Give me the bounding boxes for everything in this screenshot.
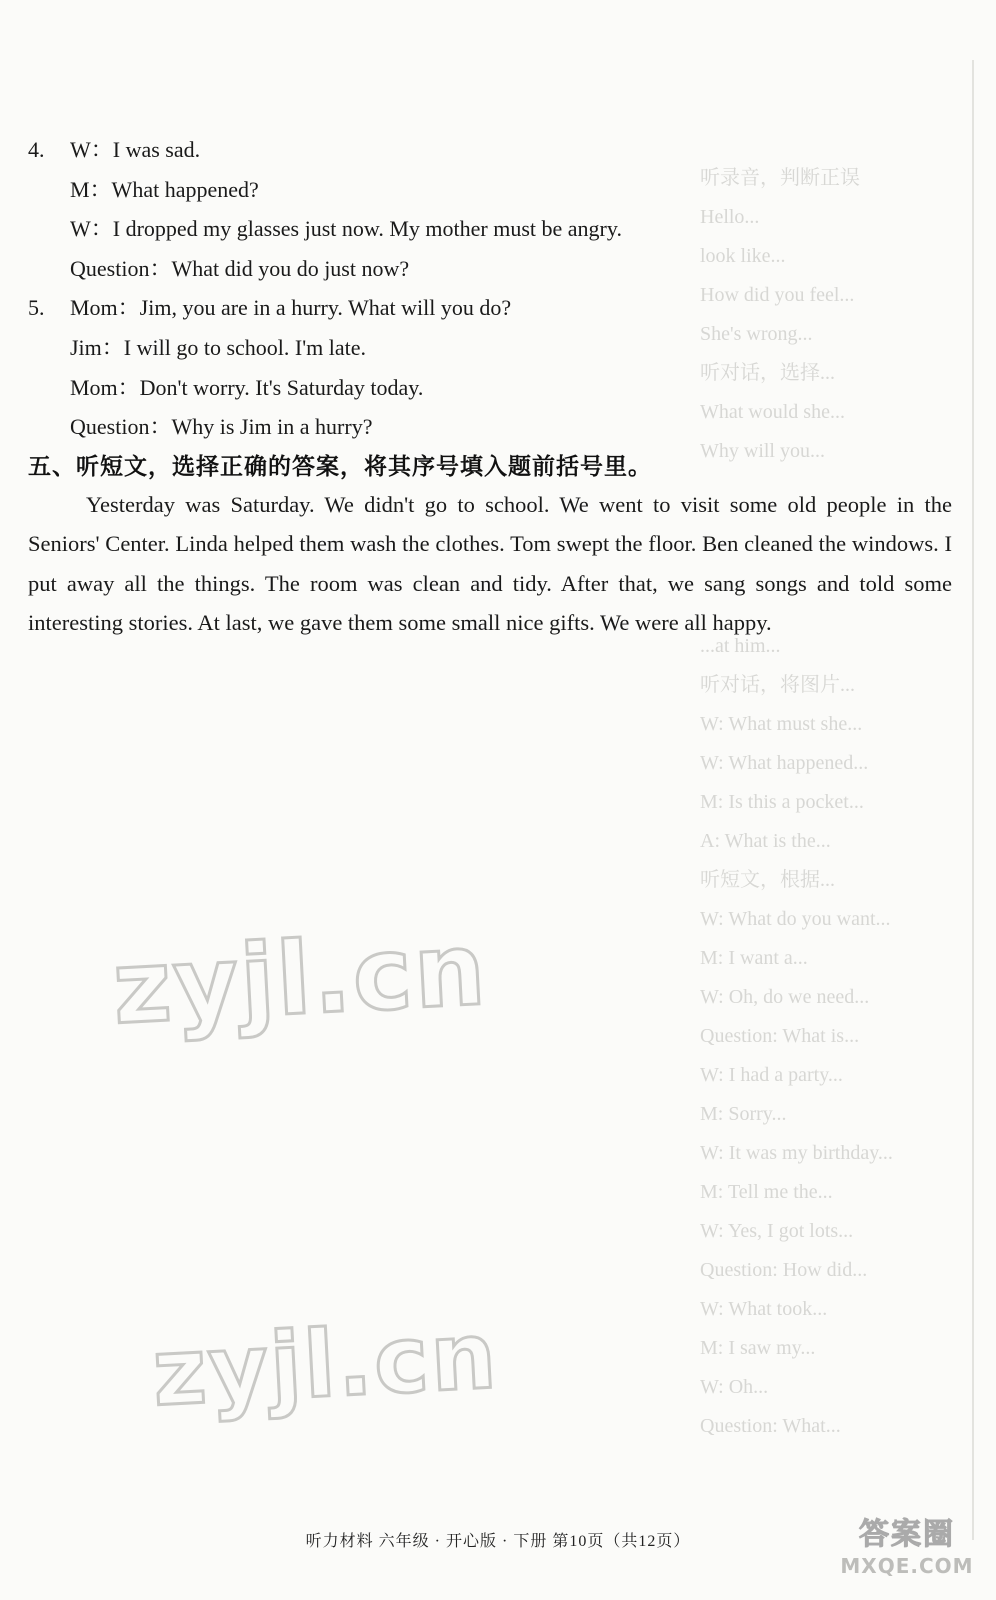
dialog-question: Question：Why is Jim in a hurry? <box>70 414 373 440</box>
dialog-number: 5. <box>28 295 45 321</box>
logo-main-text: 答案圈 <box>859 1517 955 1552</box>
watermark: zyjl.cn <box>150 1301 501 1427</box>
dialog-line: W：I dropped my glasses just now. My mother must be angry. <box>70 216 622 242</box>
page-edge-line <box>972 60 974 1540</box>
watermark: zyjl.cn <box>110 910 491 1047</box>
dialog-line: M：What happened? <box>70 176 259 202</box>
dialog-line: Mom：Jim, you are in a hurry. What will you do? <box>70 295 512 321</box>
dialog-item-5 <box>28 288 968 446</box>
dialog-line: W：I was sad. <box>70 137 201 162</box>
bleed-through-text: 听录音，判断正误 Hello... look like... How did you feel... She's wrong... 听对话，选择... What would she... Why will you... ...at him... 听对话，将图片... W: What must she... W: What happened... M: Is this a pocket... A: What is the... 听短文，根据... W: What do you want... M: I want a... W: Oh, do we need... Question: What is... W: I had a party... M: Sorry... W: It was my birthday... M: Tell me the... W: Yes, I got lots... Question: How did... W: What took... M: I saw my... W: Oh... Question: What... <box>700 167 893 1437</box>
dialog-number: 4. <box>28 137 45 162</box>
section-title: 五、听短文，选择正确的答案，将其序号填入题前括号里。 <box>28 454 652 480</box>
dialog-question: Question：What did you do just now? <box>70 255 410 281</box>
page-footer: 听力材料 六年级 · 开心版 · 下册 第10页（共12页） <box>305 1533 691 1550</box>
dialog-list <box>28 130 968 447</box>
corner-logo <box>832 1516 982 1586</box>
logo-sub-text: MXQE.COM <box>840 1554 974 1578</box>
dialog-item-4 <box>28 130 968 288</box>
dialog-line: Jim：I will go to school. I'm late. <box>70 334 367 360</box>
dialog-line: Mom：Don't worry. It's Saturday today. <box>70 374 424 400</box>
passage-text: Yesterday was Saturday. We didn't go to school. We went to visit some old people in the Seniors' Center. Linda helped them wash the clothes. Tom swept the floor. Ben cleaned the windows. I put away all the things. The room was clean and tidy. After that, we sang songs and told some interesting stories. At last, we gave them some small nice gifts. We were all happy. <box>28 492 952 636</box>
